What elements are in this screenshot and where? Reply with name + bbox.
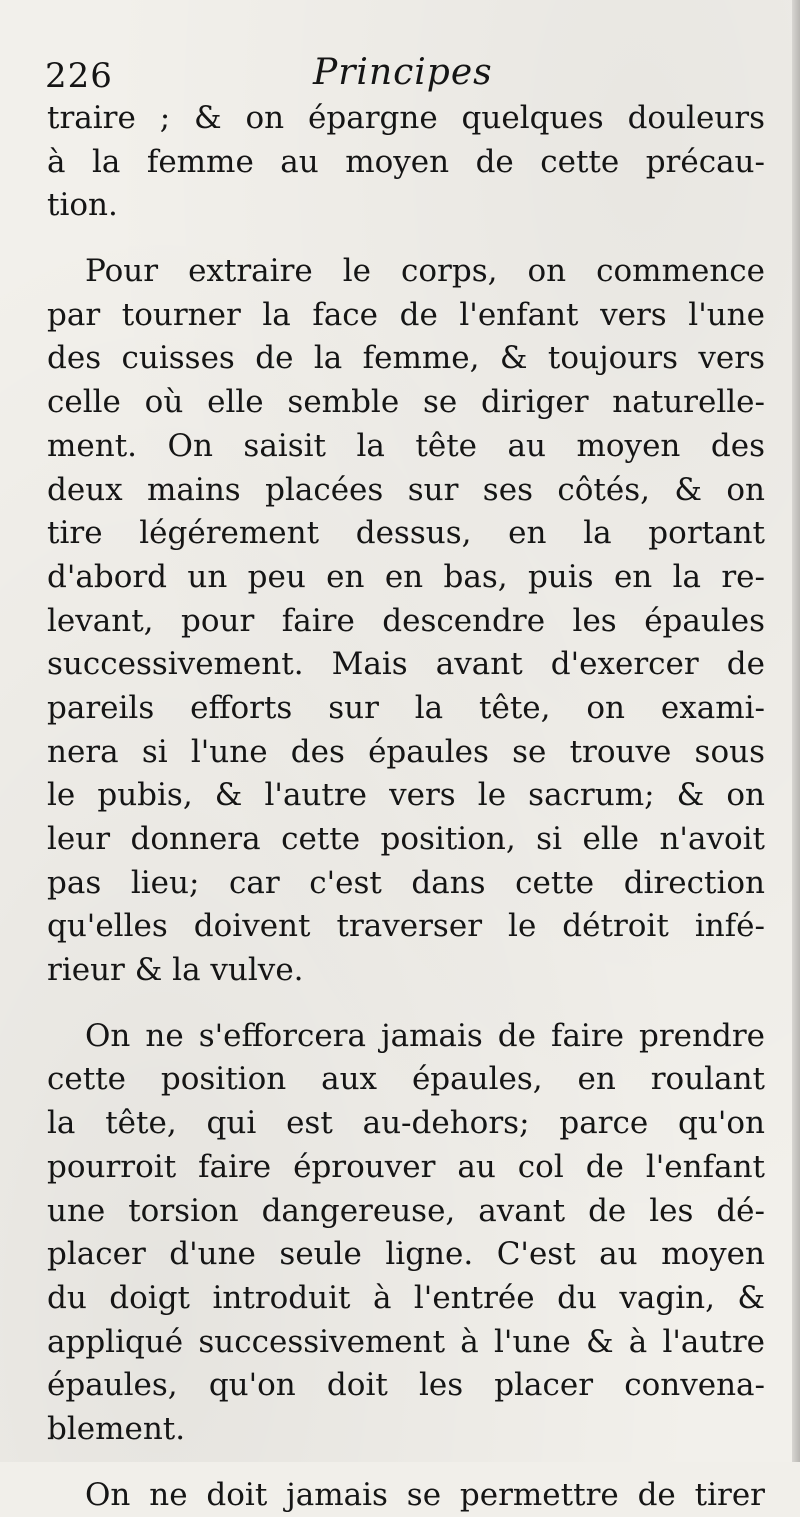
- text-line: appliqué successivement à l'une & à l'autre: [47, 1323, 765, 1360]
- text-line: nera si l'une des épaules se trouve sous: [47, 733, 765, 770]
- text-line: la tête, qui est au-dehors; parce qu'on: [47, 1105, 765, 1142]
- text-line: celle où elle semble se diriger naturelle-: [47, 384, 765, 421]
- text-line: rieur & la vulve.: [47, 952, 304, 989]
- running-head: Principes: [313, 52, 493, 93]
- text-line: épaules, qu'on doit les placer convena-: [47, 1367, 765, 1404]
- page-edge-shadow: [792, 0, 800, 1462]
- text-line: pourroit faire éprouver au col de l'enfant: [47, 1148, 765, 1185]
- text-line: des cuisses de la femme, & toujours vers: [47, 340, 765, 377]
- page-number: 226: [45, 56, 113, 96]
- paragraph: [47, 1015, 765, 1452]
- text-line: cette position aux épaules, en roulant: [47, 1061, 765, 1098]
- text-line: ment. On saisit la tête au moyen des: [47, 427, 765, 464]
- text-line: pareils efforts sur la tête, on exami-: [47, 689, 765, 726]
- paragraph-gap: [47, 228, 765, 250]
- paragraph-gap: [47, 993, 765, 1015]
- text-line: levant, pour faire descendre les épaules: [47, 602, 765, 639]
- text-line: d'abord un peu en en bas, puis en la re-: [47, 558, 765, 595]
- text-line: à la femme au moyen de cette précau-: [47, 143, 765, 180]
- text-line: tire légérement dessus, en la portant: [47, 515, 765, 552]
- text-line: traire ; & on épargne quelques douleurs: [47, 100, 765, 136]
- text-line: par tourner la face de l'enfant vers l'une: [47, 296, 765, 333]
- text-line: successivement. Mais avant d'exercer de: [47, 646, 765, 683]
- text-line: deux mains placées sur ses côtés, & on: [47, 471, 765, 508]
- body-text: [47, 97, 765, 1517]
- text-line: du doigt introduit à l'entrée du vagin, &: [47, 1279, 765, 1316]
- text-line: Pour extraire le corps, on commence: [85, 253, 765, 290]
- paragraph-gap: [47, 1452, 765, 1474]
- paragraph: [47, 250, 765, 993]
- text-line: leur donnera cette position, si elle n'avoit: [47, 821, 765, 857]
- text-line: blement.: [47, 1410, 186, 1447]
- text-line: On ne s'efforcera jamais de faire prendre: [85, 1017, 765, 1054]
- text-line: une torsion dangereuse, avant de les dé-: [47, 1192, 765, 1229]
- paragraph: [47, 97, 765, 228]
- text-line: placer d'une seule ligne. C'est au moyen: [47, 1236, 765, 1273]
- text-line: tion.: [47, 187, 118, 224]
- text-line: On ne doit jamais se permettre de tirer: [85, 1476, 765, 1513]
- text-line: qu'elles doivent traverser le détroit infé-: [47, 908, 765, 945]
- page-header: [45, 52, 760, 100]
- paragraph: [47, 1474, 765, 1517]
- text-line: pas lieu; car c'est dans cette direction: [47, 864, 765, 901]
- text-line: le pubis, & l'autre vers le sacrum; & on: [47, 777, 765, 814]
